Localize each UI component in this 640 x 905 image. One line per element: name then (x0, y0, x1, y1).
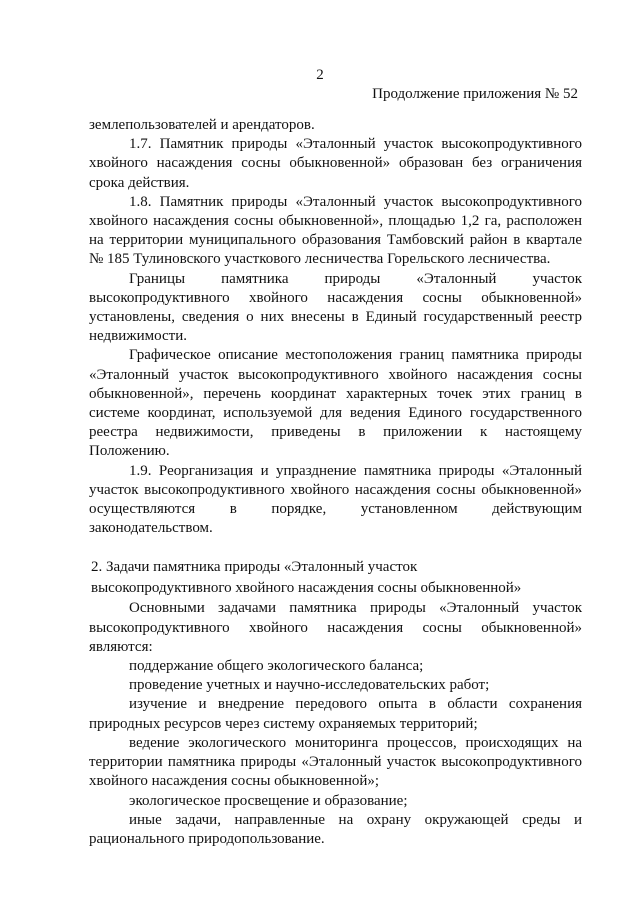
task-item: поддержание общего экологического баланса; (129, 658, 424, 675)
appendix-continuation-note: Продолжение приложения № 52 (372, 86, 578, 102)
task-item: ведение экологического мониторинга процессов, происходящих на территории памятника природы «Эталонный участок высокопродуктивного хвойного насаждения сосны обыкновенной»; (89, 734, 582, 790)
paragraph-1-8: 1.8. Памятник природы «Эталонный участок высокопродуктивного хвойного насаждения сосны обыкновенной», площадью 1,2 га, расположен на территории муниципального образования Тамбовский район в квартале № 185 Тулиновского участкового лесничества Горельского лесничества. (89, 193, 582, 268)
paragraph-main-tasks: Основными задачами памятника природы «Эталонный участок высокопродуктивного хвойного насаждения сосны обыкновенной» являются: (89, 600, 582, 655)
paragraph-1-9: 1.9. Реорганизация и упразднение памятника природы «Эталонный участок высокопродуктивного хвойного насаждения сосны обыкновенной» осуществляются в порядке, установленном действующим законодательством. (89, 462, 582, 537)
document-body (89, 116, 582, 849)
paragraph-1-7: 1.7. Памятник природы «Эталонный участок высокопродуктивного хвойного насаждения сосны обыкновенной» образован без ограничения срока действия. (89, 136, 582, 191)
task-item: иные задачи, направленные на охрану окружающей среды и рационального природопользование. (89, 811, 582, 847)
task-item: экологическое просвещение и образование; (129, 792, 408, 809)
section-2-title-line-1: 2. Задачи памятника природы «Эталонный участок (91, 559, 418, 576)
paragraph-continuation: землепользователей и арендаторов. (89, 117, 315, 133)
section-2-title-line-2: высокопродуктивного хвойного насаждения сосны обыкновенной» (91, 580, 522, 597)
section-2-heading (89, 557, 582, 599)
task-item: изучение и внедрение передового опыта в области сохранения природных ресурсов через систему охраняемых территорий; (89, 696, 582, 732)
paragraph-boundaries: Границы памятника природы «Эталонный участок высокопродуктивного хвойного насаждения сосны обыкновенной» установлены, сведения о них внесены в Единый государственный реестр недвижимости. (89, 270, 582, 345)
paragraph-graphic-description: Графическое описание местоположения границ памятника природы «Эталонный участок высокопродуктивного хвойного насаждения сосны обыкновенной», перечень координат характерных точек этих границ в системе координат, используемой для ведения Единого государственного реестра недвижимости, приведены в приложении к настоящему Положению. (89, 347, 582, 460)
task-item: проведение учетных и научно-исследовательских работ; (129, 677, 490, 694)
page-number: 2 (316, 67, 324, 83)
